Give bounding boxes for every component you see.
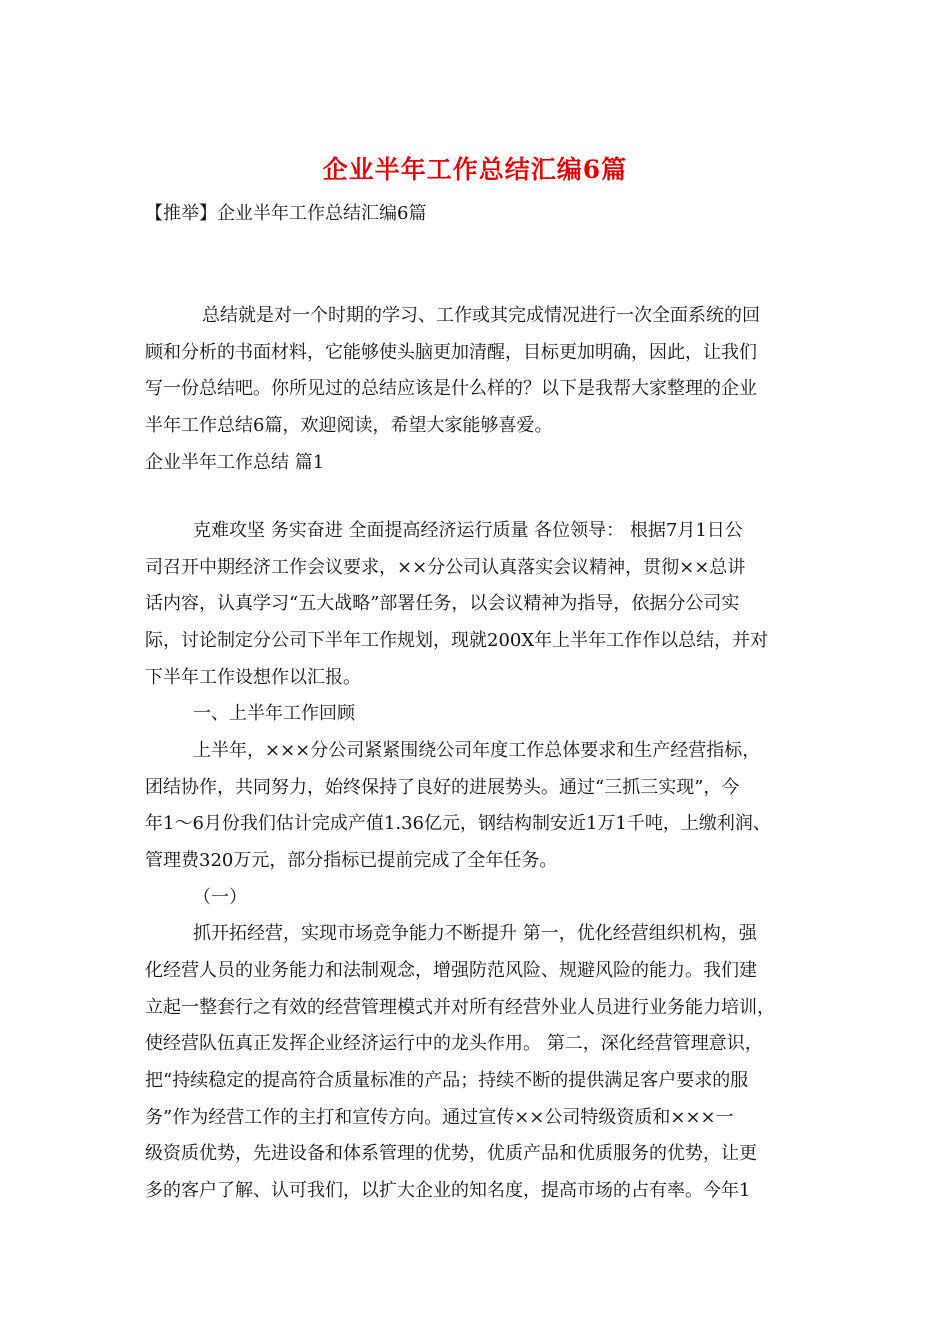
body-line: 半年工作总结6篇，欢迎阅读，希望大家能够喜爱。 [145, 415, 553, 436]
body-line: 年1～6月份我们估计完成产值1.36亿元，钢结构制安近1万1千吨，上缴利润、 [145, 813, 771, 834]
body-line: 克难攻坚 务实奋进 全面提高经济运行质量 各位领导： 根据7月1日公 [193, 520, 743, 541]
body-line: 际，讨论制定分公司下半年工作规划，现就200X年上半年工作作以总结，并对 [145, 630, 769, 651]
body-line: 把“持续稳定的提高符合质量标准的产品；持续不断的提供满足客户要求的服 [145, 1070, 749, 1091]
body-line: 司召开中期经济工作会议要求，××分公司认真落实会议精神，贯彻××总讲 [145, 557, 746, 578]
body-line: 化经营人员的业务能力和法制观念，增强防范风险、规避风险的能力。我们建 [145, 960, 757, 981]
document-subtitle: 【推举】企业半年工作总结汇编6篇 [145, 203, 427, 224]
body-line: 上半年，×××分公司紧紧围绕公司年度工作总体要求和生产经营指标， [193, 740, 761, 761]
body-line: 抓开拓经营，实现市场竞争能力不断提升 第一，优化经营组织机构，强 [193, 923, 757, 944]
body-line: 顾和分析的书面材料，它能够使头脑更加清醒，目标更加明确，因此，让我们 [145, 342, 757, 363]
body-line: 团结协作，共同努力，始终保持了良好的进展势头。通过“三抓三实现”，今 [145, 777, 740, 798]
body-line: 总结就是对一个时期的学习、工作或其完成情况进行一次全面系统的回 [202, 305, 760, 326]
body-line: 立起一整套行之有效的经营管理模式并对所有经营外业人员进行业务能力培训， [145, 997, 775, 1018]
body-line: 下半年工作设想作以汇报。 [145, 667, 361, 688]
body-line: 话内容，认真学习“五大战略”部署任务，以会议精神为指导，依据分公司实 [145, 593, 740, 614]
body-line: 务”作为经营工作的主打和宣传方向。通过宣传××公司特级资质和×××一 [145, 1107, 734, 1128]
body-line: 管理费320万元，部分指标已提前完成了全年任务。 [145, 850, 558, 871]
body-line: 写一份总结吧。你所见过的总结应该是什么样的？以下是我帮大家整理的企业 [145, 378, 757, 399]
document-title: 企业半年工作总结汇编6篇 [322, 155, 628, 184]
section-heading: 企业半年工作总结 篇1 [145, 452, 325, 473]
body-line: 使经营队伍真正发挥企业经济运行中的龙头作用。 第二，深化经营管理意识， [145, 1033, 763, 1054]
subsection-marker: （一） [193, 887, 247, 908]
body-line: 级资质优势，先进设备和体系管理的优势，优质产品和优质服务的优势，让更 [145, 1143, 757, 1164]
subsection-heading: 一、上半年工作回顾 [193, 703, 355, 724]
body-line: 多的客户了解、认可我们，以扩大企业的知名度，提高市场的占有率。今年1 [145, 1180, 751, 1201]
